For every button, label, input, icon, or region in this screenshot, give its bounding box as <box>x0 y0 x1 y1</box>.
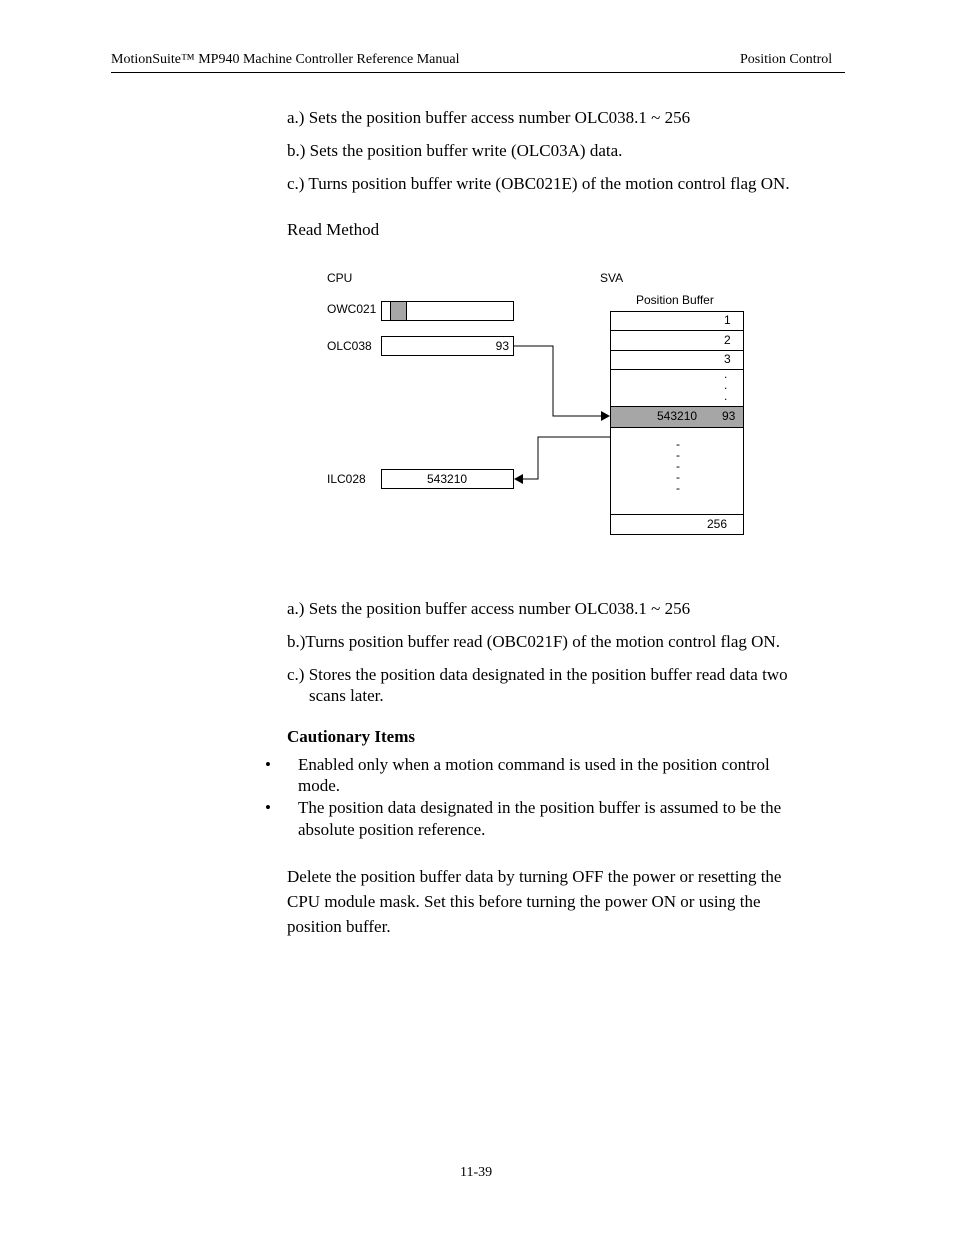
position-buffer-title: Position Buffer <box>636 293 714 307</box>
highlight-data: 543210 <box>657 409 698 423</box>
dash-mark: - <box>676 481 680 495</box>
olc038-label: OLC038 <box>327 339 372 353</box>
closing-line-2: CPU module mask. Set this before turning the power ON or using the <box>287 892 761 911</box>
dash-mark: - <box>676 448 680 462</box>
caution-item-1-continued: mode. <box>298 776 341 795</box>
read-step-b: b.)Turns position buffer read (OBC021F) of the motion control flag ON. <box>287 632 780 651</box>
header-title: MotionSuite™ MP940 Machine Controller Reference Manual <box>111 52 460 67</box>
read-step-a <box>287 599 690 619</box>
cpu-label: CPU <box>327 271 353 285</box>
step-text: Sets the position buffer write (OLC03A) data. <box>309 141 623 160</box>
step-marker: c.) <box>287 174 305 193</box>
arrowhead-right <box>601 411 610 421</box>
ellipsis-dot: . <box>724 378 728 392</box>
ilc028-value: 543210 <box>427 472 468 486</box>
ilc028-label: ILC028 <box>327 472 366 486</box>
buffer-row-3: 3 <box>724 352 731 366</box>
read-method-title: Read Method <box>287 220 380 239</box>
ellipsis-dot: . <box>724 389 728 403</box>
closing-line-1: Delete the position buffer data by turning OFF the power or resetting the <box>287 867 782 886</box>
highlight-index: 93 <box>722 409 736 423</box>
dash-mark: - <box>676 437 680 451</box>
header-section: Position Control <box>740 52 833 67</box>
buffer-to-ilc028-arrow <box>523 437 610 479</box>
buffer-row-2: 2 <box>724 333 731 347</box>
bullet-marker: • <box>265 755 271 774</box>
bullet-marker: • <box>265 798 271 817</box>
owc021-label: OWC021 <box>327 302 377 316</box>
page-number: 11-39 <box>460 1165 493 1180</box>
closing-line-3: position buffer. <box>287 917 391 936</box>
step-marker: c.) <box>287 665 305 684</box>
buffer-row-1: 1 <box>724 313 731 327</box>
arrowhead-left <box>514 474 523 484</box>
step-text: Stores the position data designated in the position buffer read data two <box>308 665 788 684</box>
caution-item-2: The position data designated in the position buffer is assumed to be the <box>298 798 782 817</box>
cautionary-title: Cautionary Items <box>287 727 415 746</box>
sva-label: SVA <box>600 271 624 285</box>
buffer-row-last: 256 <box>707 517 728 531</box>
caution-item-1: Enabled only when a motion command is used in the position control <box>298 755 770 774</box>
step-marker: a.) <box>287 108 305 127</box>
step-marker: a.) <box>287 599 305 618</box>
step-text: Sets the position buffer access number OLC038.1 ~ 256 <box>308 599 691 618</box>
olc038-to-buffer-arrow <box>514 346 602 416</box>
olc038-value: 93 <box>495 339 509 353</box>
caution-item-2-continued: absolute position reference. <box>298 820 486 839</box>
read-step-c-continued: scans later. <box>309 686 384 705</box>
read-step-c <box>287 665 788 685</box>
step-marker: b.) <box>287 141 306 160</box>
step-text: Sets the position buffer access number OLC038.1 ~ 256 <box>308 108 691 127</box>
step-text: Turns position buffer write (OBC021E) of the motion control flag ON. <box>308 174 790 193</box>
dash-mark: - <box>676 470 680 484</box>
ellipsis-dot: . <box>724 367 728 381</box>
dash-mark: - <box>676 459 680 473</box>
